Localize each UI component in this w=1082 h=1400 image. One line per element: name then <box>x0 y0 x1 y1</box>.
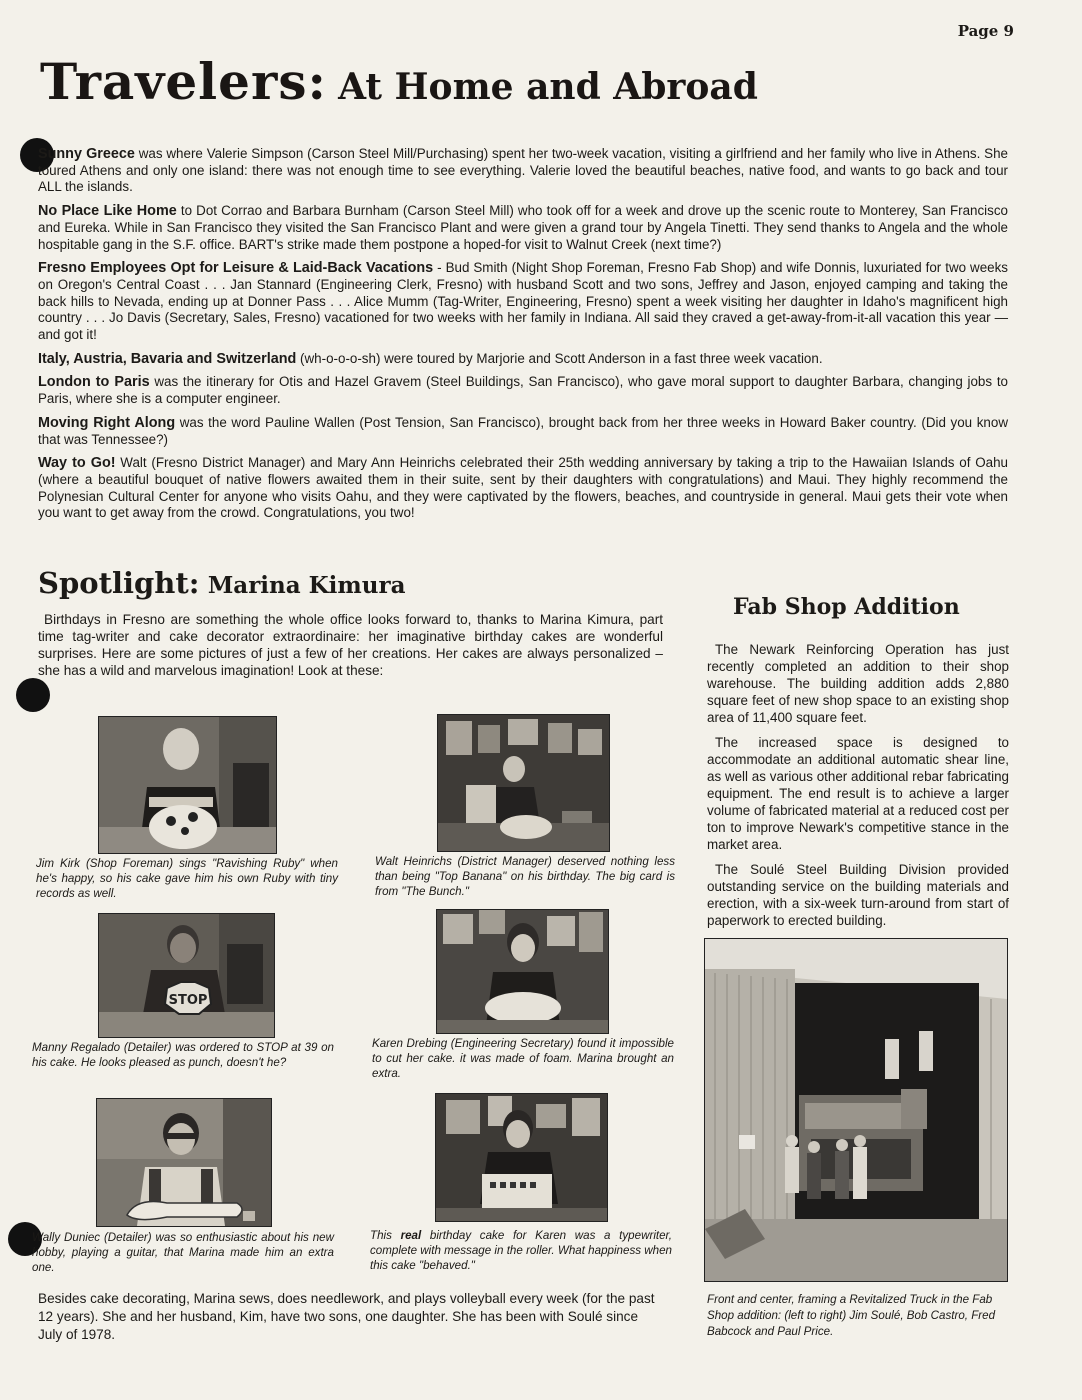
travel-text: to Dot Corrao and Barbara Burnham (Carson Steel Mill) who took off for a week and drove up the scenic route to Monterey, San Francisco and Eureka. While in San Francisco they visited the San Francisco Plant and were given a grand tour by Angela Tinetti. They send thanks to Angela and the whole hospitable gang in the S.F. office. BART's strike made them postpone a hoped-for visit to Walnut Creek (next time?) <box>38 203 1008 252</box>
travel-text: - Bud Smith (Night Shop Foreman, Fresno Fab Shop) and wife Donnis, luxuriated for two weeks on Oregon's Central Coast . . . Jan Stannard (Engineering Clerk, Fresno) with husband Scott and two sons, Jeffrey and Jason, enjoyed camping and taking the back hills to Nevada, ending up at Donner Pass . . . Alice Mumm (Tag-Writer, Engineering, Fresno) spent a week visiting her daughter in Idaho's magnificent high country . . . Jo Davis (Secretary, Sales, Fresno) vacationed for two weeks with her family in Indiana. All said they craved a get-away-from-it-all vacation this year — and got it! <box>38 260 1008 343</box>
photo-wally-duniec <box>96 1098 272 1227</box>
photo-jim-kirk <box>98 716 277 854</box>
travel-lead: No Place Like Home <box>38 203 177 220</box>
travel-text: Walt (Fresno District Manager) and Mary Ann Heinrichs celebrated their 25th wedding anniversary by taking a trip to the Hawaiian Islands of Oahu (where a beautiful bouquet of native flowers awaited them in their suite, sent by their daughters with congratulations) and Maui. They highly recommend the Polynesian Cultural Center for anyone who visits Oahu, and they were captivated by the flowers, beaches, and countryside in general. Maui gets their vote when you want to get away from the crowd. Congratulations, you two! <box>38 455 1008 521</box>
caption-karen-drebing: Karen Drebing (Engineering Secretary) found it impossible to cut her cake. it was made of foam. Marina brought an extra. <box>372 1037 674 1080</box>
travel-item <box>38 260 1008 344</box>
caption-karen2-post: birthday cake for Karen was a typewriter, complete with message in the roller. What happiness when this cake "behaved." <box>370 1229 672 1272</box>
caption-karen2-pre: This <box>370 1229 401 1242</box>
travel-lead: Italy, Austria, Bavaria and Switzerland <box>38 350 297 367</box>
title-main: Travelers: <box>40 52 327 111</box>
caption-jim-kirk: Jim Kirk (Shop Foreman) sings "Ravishing Ruby" when he's happy, so his cake gave him his own Ruby with tiny records as well. <box>36 857 338 900</box>
travel-item <box>38 415 1008 448</box>
travel-item <box>38 351 1008 368</box>
fab-shop-paragraph: The Soulé Steel Building Division provided outstanding service on the building materials and erection, with a six-week turn-around from start of paperwork to erected building. <box>707 862 1009 928</box>
caption-walt-heinrichs: Walt Heinrichs (District Manager) deserved nothing less than being "Top Banana" on his birthday. The big card is from "The Bunch." <box>375 855 675 898</box>
binder-hole-middle <box>16 678 50 712</box>
travel-text: (wh-o-o-o-sh) were toured by Marjorie and Scott Anderson in a fast three week vacation. <box>296 350 823 366</box>
fab-shop-paragraph: The increased space is designed to accommodate an additional automatic shear line, as well as various other additional rebar fabricating equipment. The end result is to achieve a larger volume of fabricated material at a reduced cost per ton to improve Newark's competitive stance in the market area. <box>707 735 1009 852</box>
photo-walt-heinrichs <box>437 714 610 852</box>
travel-item <box>38 374 1008 407</box>
travel-item <box>38 146 1008 196</box>
caption-wally-duniec: Wally Duniec (Detailer) was so enthusiastic about his new hobby, playing a guitar, that Marina made him an extra one. <box>32 1231 334 1274</box>
travel-item <box>38 203 1008 253</box>
caption-typewriter-cake <box>370 1228 672 1273</box>
spotlight-title-sub: Marina Kimura <box>207 572 406 599</box>
page-number: Page 9 <box>957 22 1014 40</box>
fab-shop-title: Fab Shop Addition <box>733 594 960 620</box>
title-sub: At Home and Abroad <box>338 66 758 108</box>
spotlight-outro: Besides cake decorating, Marina sews, does needlework, and plays volleyball every week (for the past 12 years). She and her husband, Kim, have two sons, one daughter. She has been with Soulé since July of 1978. <box>38 1291 655 1342</box>
travel-section <box>38 146 1008 529</box>
photo-typewriter-cake <box>435 1093 608 1222</box>
travel-item <box>38 455 1008 522</box>
page-title <box>40 52 758 111</box>
stop-sign-text: STOP <box>168 993 208 1008</box>
travel-text: was where Valerie Simpson (Carson Steel Mill/Purchasing) spent her two-week vacation, visiting a girlfriend and her family who live in Athens. She toured Athens and only one island: there was not enough time to see everything. Valerie loved the beautiful beaches, native food, and wants to go back and tour ALL the islands. <box>38 146 1008 195</box>
travel-lead: London to Paris <box>38 374 150 391</box>
fab-shop-paragraph: The Newark Reinforcing Operation has just recently completed an addition to their shop warehouse. The building addition adds 2,880 square feet of new shop space to an existing shop area of 11,400 square feet. <box>707 642 1009 725</box>
caption-manny-regalado: Manny Regalado (Detailer) was ordered to STOP at 39 on his cake. He looks pleased as punch, doesn't he? <box>32 1041 334 1069</box>
photo-fab-shop-truck <box>704 938 1008 1282</box>
travel-text: was the itinerary for Otis and Hazel Gravem (Steel Buildings, San Francisco), who gave moral support to daughter Barbara, changing jobs to Paris, where she is a computer engineer. <box>38 374 1008 407</box>
spotlight-intro: Birthdays in Fresno are something the whole office looks forward to, thanks to Marina Kimura, part time tag-writer and cake decorator extraordinaire: her imaginative birthday cakes are wonderful surprises. Here are some pictures of just a few of her creations. Her cakes are always personalized – she has a wild and marvelous imagination! Look at these: <box>38 612 663 678</box>
fab-shop-body <box>707 641 1009 937</box>
caption-karen2-bold: real <box>400 1229 422 1242</box>
photo-karen-drebing <box>436 909 609 1034</box>
photo-manny-regalado <box>98 913 275 1038</box>
spotlight-title-main: Spotlight: <box>38 566 200 600</box>
spotlight-title <box>38 566 405 600</box>
travel-lead: Moving Right Along <box>38 414 176 431</box>
travel-lead: Sunny Greece <box>38 146 135 162</box>
travel-lead: Fresno Employees Opt for Leisure & Laid-Back Vacations <box>38 260 434 277</box>
fab-shop-caption: Front and center, framing a Revitalized Truck in the Fab Shop addition: (left to right) Jim Soulé, Bob Castro, Fred Babcock and Paul Price. <box>707 1293 996 1338</box>
travel-lead: Way to Go! <box>38 455 116 472</box>
travel-text: was the word Pauline Wallen (Post Tension, San Francisco), brought back from her three weeks in Howard Baker country. (Did you know that was Tennessee?) <box>38 414 1008 447</box>
